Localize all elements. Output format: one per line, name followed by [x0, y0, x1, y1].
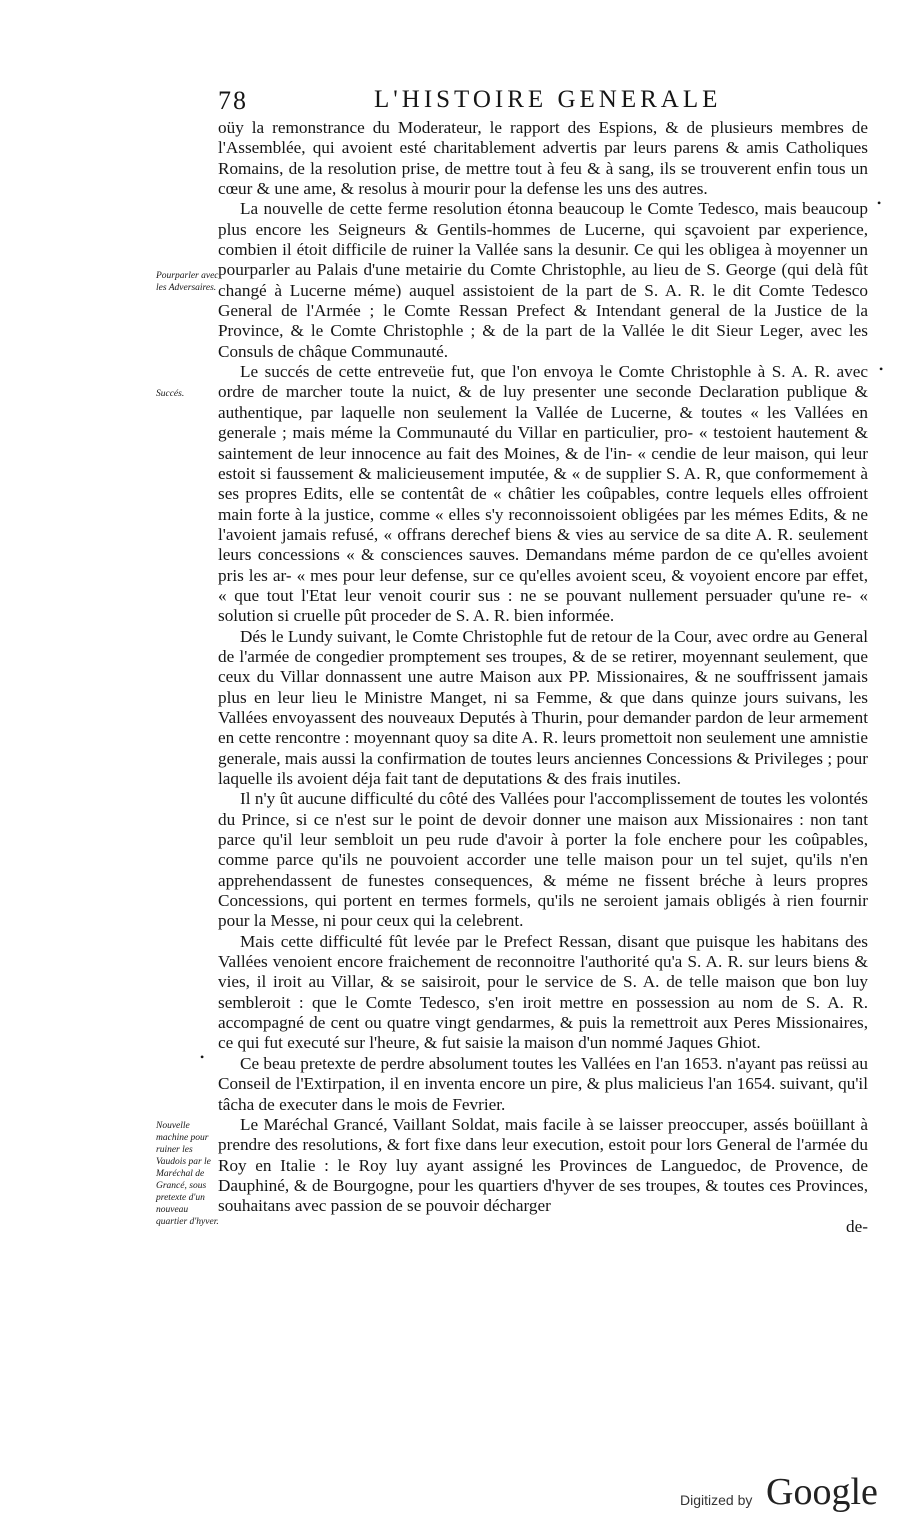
paragraph: Il n'y ût aucune difficulté du côté des Vallées pour l'accomplissement de toutes les volontés du Prince, si ce n'est sur le point de devoir donner une maison aux Missionaires : non tant parce qu'il leur sembloit un peu rude d'avoir à porter la fole enchere pour les coûpables, comme parce qu'ils ne pouvoient accorder une telle maison pour un tel sujet, qu'ils n'en apprehendassent de funestes consequences, & méme ne fissent bréche à leurs propres Concessions, qui portent en termes formels, qu'ils ne seroient jamais obligés à rien fournir pour la Messe, ni pour ceux qui la celebrent.	[218, 789, 868, 931]
paragraph: oüy la remonstrance du Moderateur, le rapport des Espions, & de plusieurs membres de l'Assemblée, qui avoient esté charitablement advertis par leurs parens & amis Catholiques Romains, de la resolution prise, de mettre tout à feu & à sang, ils se trouverent enfin tous un cœur & une ame, & resolus à mourir pour la defense les uns des autres.	[218, 118, 868, 199]
paragraph: Dés le Lundy suivant, le Comte Christophle fut de retour de la Cour, avec ordre au General de l'armée de congedier promptement ses troupes, & de se retirer, moyennant seulement, que ceux du Villar donnassent une autre Maison aux PP. Missionaires, & ne souffrissent jamais plus en leur lieu le Ministre Manget, ni sa Femme, & que dans quinze jours suivans, les Vallées envoyassent des nouveaux Deputés à Thurin, pour demander pardon de leur armement en cette rencontre : moyennant quoy sa dite A. R. leurs promettoit non seulement une amnistie generale, mais aussi la confirmation de toutes leurs anciennes Concessions & Privileges ; pour laquelle ils avoient déja fait tant de deputations & des frais inutiles.	[218, 626, 868, 788]
paragraph: Le Maréchal Grancé, Vaillant Soldat, mais facile à se laisser preoccuper, assés boüillant à prendre des resolutions, & fort fixe dans leur execution, estoit pour lors General de l'armée du Roy en Italie : le Roy luy ayant assigné les Provinces de Languedoc, de Provence, de Dauphiné, & de Bourgogne, pour les quartiers d'hyver de ses troupes, & toutes ces Provinces, souhaitans avec passion de se pouvoir décharger	[218, 1114, 868, 1216]
digitized-by-label: Digitized by	[680, 1492, 753, 1508]
paragraph: Mais cette difficulté fût levée par le Prefect Ressan, disant que puisque les habitans des Vallées venoient encore fraichement de reconnoitre l'authorité qu'a S. A. R. sur leurs biens & vies, il iroit au Villar, & se saisiroit, pour le service de S. A. de telle maison que bon luy sembleroit : que le Comte Tedesco, s'en iroit mettre en possession au nom de S. A. R. accompagné de cent ou quatre vingt gendarmes, & puis la remettroit aux Peres Missionaires, ce qui fut executé sur l'heure, & fut saisie la maison d'un nommé Jaques Ghiot.	[218, 931, 868, 1053]
paragraph: Ce beau pretexte de perdre absolument toutes les Vallées en l'an 1653. n'ayant pas reüssi au Conseil de l'Extirpation, il en inventa encore un pire, & plus malicieus l'an 1654. suivant, qu'il tâcha de executer dans le mois de Fevrier.	[218, 1053, 868, 1114]
page-header	[218, 86, 868, 120]
margin-note: Nouvelle machine pour ruiner les Vaudois par le Maréchal de Grancé, sous pretexte d'un nouveau quartier d'hyver.	[156, 1121, 219, 1227]
google-logo: Google	[766, 1471, 878, 1513]
page-number: 78	[218, 86, 248, 115]
main-text	[218, 118, 868, 1237]
ink-speck: •	[879, 362, 884, 376]
paragraph: Le succés de cette entreveüe fut, que l'on envoya le Comte Christophle à S. A. R. avec ordre de marcher toute la nuict, & de luy presenter une seconde Declaration publique & authentique, par laquelle non seulement la Vallée de Lucerne, & toutes « les Vallées en generale ; mais méme la Communauté du Villar en particulier, pro- « testoient hautement & saintement de leur innocence au fait des Moines, & de l'in- « cendie de leur maison, qui leur estoit si faussement & malicieusement imputée, & « de supplier S. A. R, que conformement à ses propres Edits, elle se contentât de « châtier les coûpables, contre lequels elles offroient main forte à la justice, comme « elles s'y reconnoissoient obligées par les mémes Edits, & ne l'avoient jamais refusé, « offrans derechef biens & vies au service de sa dite A. R. seulement leurs concessions « & consciences sauves. Demandans méme pardon de ce qu'elles avoient pris les ar- « mes pour leur defense, sur ce qu'elles avoient sceu, & voyoient encore par effet, « que tout l'Etat leur venoit courir sus : ne se pouvant nullement persuader qu'une re- « solution si cruelle pût proceder de S. A. R. bien informée.	[218, 362, 868, 626]
margin-note: Succés.	[156, 389, 185, 399]
ink-speck: •	[877, 196, 882, 210]
ink-speck: •	[200, 1050, 205, 1064]
catchword: de-	[846, 1216, 868, 1236]
margin-note: Pourparler avec les Adversaires.	[156, 271, 219, 293]
running-title: L'HISTOIRE GENERALE	[374, 86, 722, 113]
paragraph: La nouvelle de cette ferme resolution étonna beaucoup le Comte Tedesco, mais beaucoup plus encore les Seigneurs & Gentils-hommes de Lucerne, qui sçavoient par experience, combien il étoit difficile de ruiner la Vallée sans la desunir. Ce qui les obligea à moyenner un pourparler au Palais d'une metairie du Comte Christophle, au lieu de S. George (qui delà fût changé à Lucerne méme) auquel assistoient de la part de S. A. R. le dit Comte Tedesco General de l'Armée ; le Comte Ressan Prefect & Intendant general de la Justice de la Province, & le Comte Christophle ; & de la part de la Vallée le dit Sieur Leger, avec les Consuls de châque Communauté.	[218, 199, 868, 361]
